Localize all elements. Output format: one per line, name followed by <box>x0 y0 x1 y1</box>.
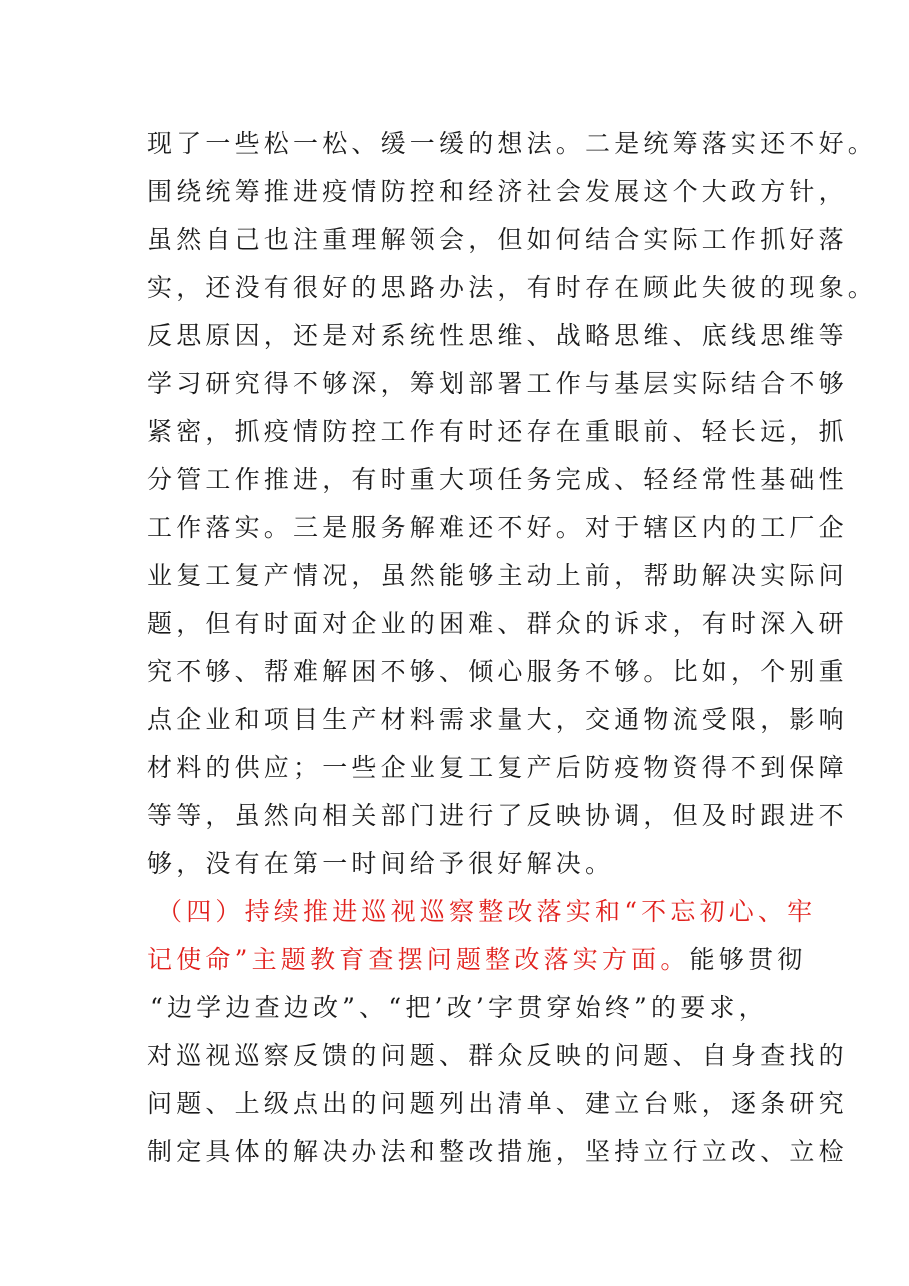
paragraph-line: 等等，虽然向相关部门进行了反映协调，但及时跟进不 <box>147 801 848 830</box>
paragraph-line: 分管工作推进，有时重大项任务完成、轻经常性基础性 <box>147 465 848 494</box>
paragraph-line: 业复工复产情况，虽然能够主动上前，帮助解决实际问 <box>147 561 848 590</box>
paragraph-line: 究不够、帮难解困不够、倾心服务不够。比如，个别重 <box>147 657 848 686</box>
paragraph-line: 围绕统筹推进疫情防控和经济社会发展这个大政方针， <box>147 177 848 206</box>
paragraph-line: 对巡视巡察反馈的问题、群众反映的问题、自身查找的 <box>147 1041 848 1070</box>
paragraph-line: 材料的供应；一些企业复工复产后防疫物资得不到保障 <box>147 753 848 782</box>
paragraph-line: 够，没有在第一时间给予很好解决。 <box>147 849 615 878</box>
paragraph-line: 题，但有时面对企业的困难、群众的诉求，有时深入研 <box>147 609 848 638</box>
paragraph-line: 学习研究得不够深，筹划部署工作与基层实际结合不够 <box>147 369 848 398</box>
paragraph-line: 现了一些松一松、缓一缓的想法。二是统筹落实还不好。 <box>147 129 878 158</box>
section-heading-line <box>147 936 807 984</box>
paragraph-line: “边学边查边改”、“把’改’字贯穿始终”的要求， <box>150 993 768 1022</box>
paragraph-line: 问题、上级点出的问题列出清单、建立台账，逐条研究 <box>147 1089 848 1118</box>
paragraph-line: 紧密，抓疫情防控工作有时还存在重眼前、轻长远，抓 <box>147 417 848 446</box>
paragraph-text: 能够贯彻 <box>689 945 807 974</box>
paragraph-line: 实，还没有很好的思路办法，有时存在顾此失彼的现象。 <box>147 273 878 302</box>
section-heading-text: （四）持续推进巡视巡察整改落实和“不忘初心、牢 <box>157 897 817 926</box>
paragraph-line: 工作落实。三是服务解难还不好。对于辖区内的工厂企 <box>147 513 848 542</box>
paragraph-line: 点企业和项目生产材料需求量大，交通物流受限，影响 <box>147 705 848 734</box>
paragraph-line: 反思原因，还是对系统性思维、战略思维、底线思维等 <box>147 321 848 350</box>
section-heading-text: 记使命”主题教育查摆问题整改落实方面。 <box>147 945 690 974</box>
paragraph-line: 虽然自己也注重理解领会，但如何结合实际工作抓好落 <box>147 225 848 254</box>
section-heading-line <box>157 888 817 936</box>
paragraph-line: 制定具体的解决办法和整改措施，坚持立行立改、立检 <box>147 1137 848 1166</box>
